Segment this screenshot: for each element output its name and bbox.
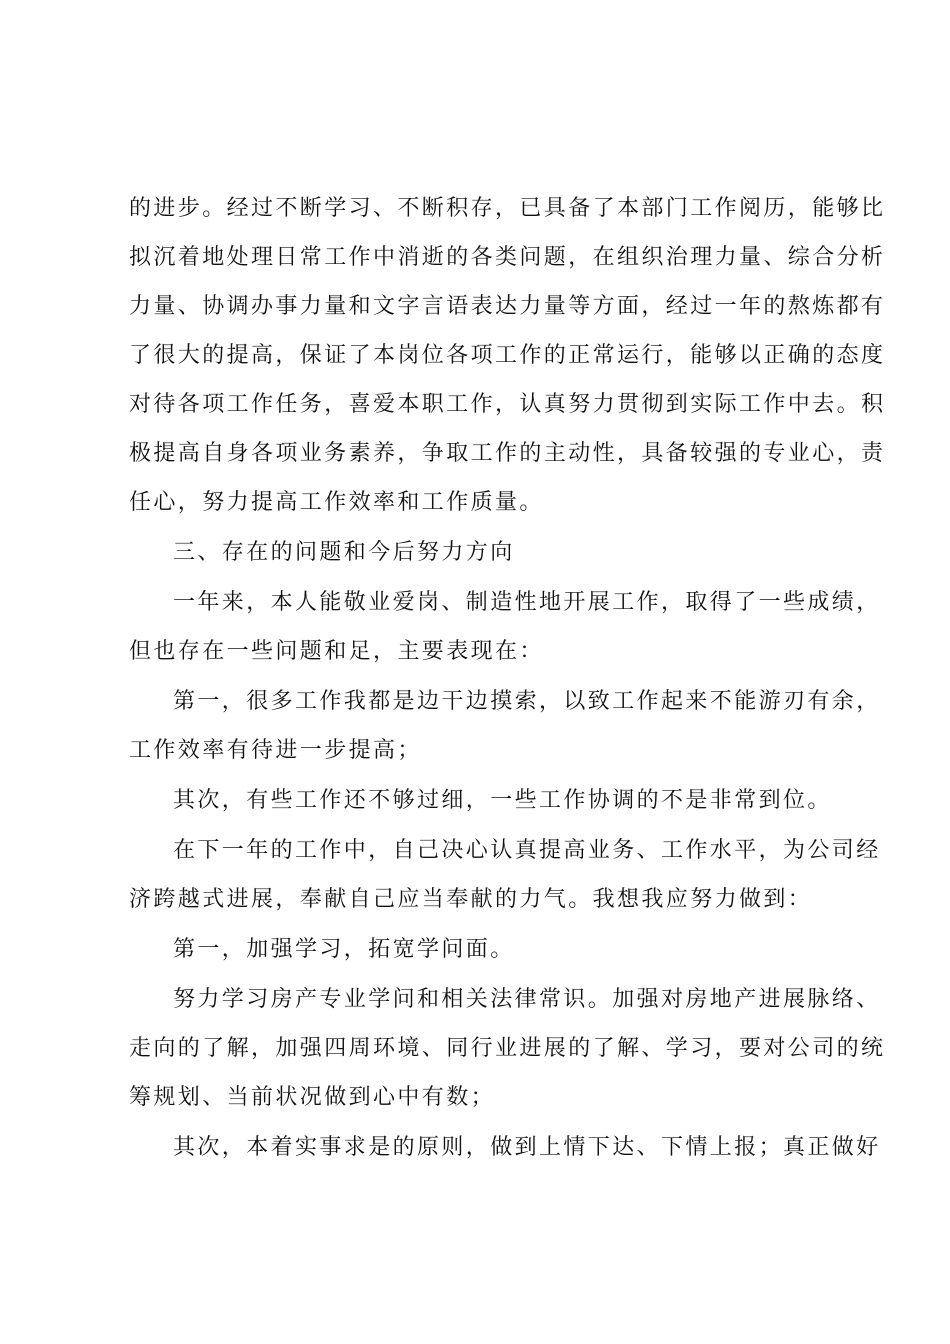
text-line: 走向的了解，加强四周环境、同行业进展的了解、学习，要对公司的统 [129, 1036, 886, 1061]
text-line: 工作效率有待进一步提高； [129, 738, 422, 763]
paragraph-start-line: 其次，有些工作还不够过细，一些工作协调的不是非常到位。 [173, 788, 832, 813]
document-body [129, 184, 886, 1172]
text-line: 筹规划、当前状况做到心中有数； [129, 1085, 496, 1110]
text-line: 极提高自身各项业务素养，争取工作的主动性，具备较强的专业心，责 [129, 441, 886, 466]
paragraph-start-line: 其次，本着实事求是的原则，做到上情下达、下情上报；真正做好 [173, 1135, 881, 1160]
text-line: 但也存在一些问题和足，主要表现在： [129, 639, 544, 664]
section-heading: 三、存在的问题和今后努力方向 [173, 540, 515, 565]
text-line: 拟沉着地处理日常工作中消逝的各类问题，在组织治理力量、综合分析 [129, 245, 886, 270]
paragraph-start-line: 在下一年的工作中，自己决心认真提高业务、工作水平，为公司经 [173, 838, 881, 863]
paragraph-start-line: 第一，很多工作我都是边干边摸索，以致工作起来不能游刃有余， [173, 689, 881, 714]
text-line: 力量、协调办事力量和文字言语表达力量等方面，经过一年的熬炼都有 [129, 294, 886, 319]
paragraph-start-line: 第一，加强学习，拓宽学问面。 [173, 937, 515, 962]
paragraph-start-line: 一年来，本人能敬业爱岗、制造性地开展工作，取得了一些成绩， [173, 590, 881, 615]
text-line: 了很大的提高，保证了本岗位各项工作的正常运行，能够以正确的态度 [129, 343, 886, 368]
text-line: 的进步。经过不断学习、不断积存，已具备了本部门工作阅历，能够比 [129, 196, 886, 221]
text-line: 对待各项工作任务，喜爱本职工作，认真努力贯彻到实际工作中去。积 [129, 392, 886, 417]
text-line: 任心，努力提高工作效率和工作质量。 [129, 490, 544, 515]
paragraph-start-line: 努力学习房产专业学问和相关法律常识。加强对房地产进展脉络、 [173, 987, 881, 1012]
text-line: 济跨越式进展，奉献自己应当奉献的力气。我想我应努力做到： [129, 887, 813, 912]
